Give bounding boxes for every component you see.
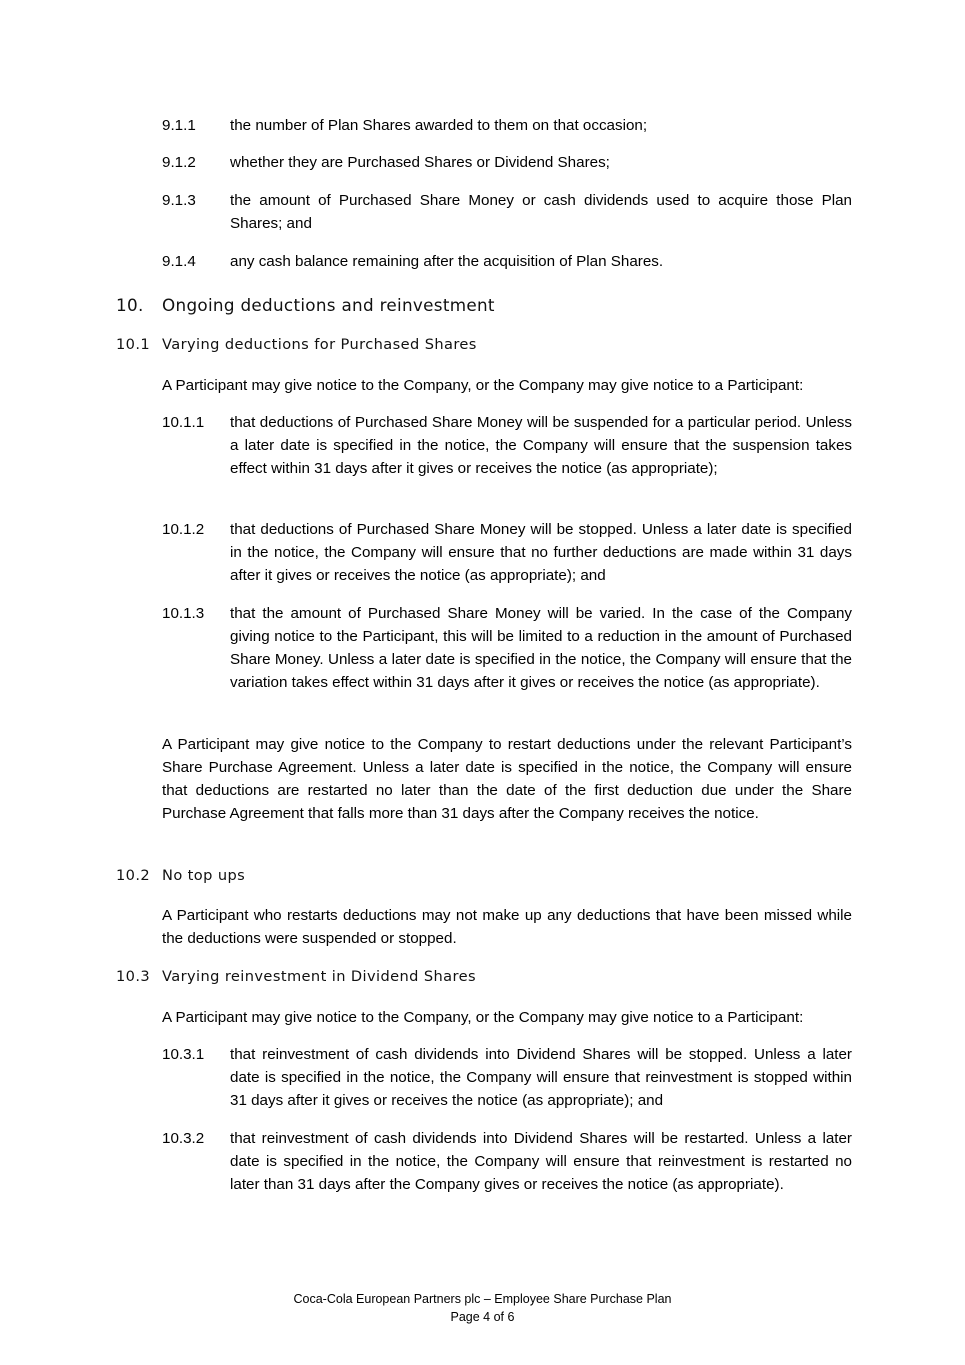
clause-9-1-1 bbox=[162, 114, 852, 137]
paragraph-10-2: A Participant who restarts deductions may not make up any deductions that have been missed while the deductions were suspended or stopped. bbox=[162, 907, 852, 948]
subsection-heading-10-2 bbox=[116, 866, 856, 886]
clause-10-3-2 bbox=[162, 1127, 852, 1196]
clause-number: 9.1.1 bbox=[162, 117, 196, 134]
clause-text: the number of Plan Shares awarded to them on that occasion; bbox=[230, 117, 648, 134]
clause-number: 10.1.2 bbox=[162, 521, 205, 538]
clause-text: that the amount of Purchased Share Money will be varied. In the case of the Company giving notice to the Participant, this will be limited to a reduction in the amount of Purchased Share Money. Unless a later date is specified in the notice, the Company will ensure that the variation takes effect within 31 days after it gives or receives the notice (as appropriate). bbox=[230, 605, 852, 692]
clause-9-1-4 bbox=[162, 250, 852, 273]
clause-text: any cash balance remaining after the acquisition of Plan Shares. bbox=[230, 253, 664, 270]
clause-9-1-3 bbox=[162, 189, 852, 235]
clause-number: 9.1.4 bbox=[162, 253, 196, 270]
clause-10-1-3 bbox=[162, 602, 852, 694]
clause-number: 10.1.1 bbox=[162, 414, 205, 431]
subsection-number: 10.2 bbox=[116, 867, 151, 884]
subsection-number: 10.3 bbox=[116, 968, 151, 985]
subsection-heading-10-1 bbox=[116, 335, 856, 355]
subsection-heading-10-3 bbox=[116, 967, 856, 987]
clause-text: the amount of Purchased Share Money or cash dividends used to acquire those Plan Shares; and bbox=[230, 192, 852, 233]
clause-10-1-1 bbox=[162, 411, 852, 480]
clause-text: that reinvestment of cash dividends into Dividend Shares will be restarted. Unless a later date is specified in the notice, the Company will ensure that reinvestment is restarted no later than 31 days after the Company gives or receives the notice (as appropriate). bbox=[230, 1130, 852, 1194]
clause-number: 10.3.2 bbox=[162, 1130, 205, 1147]
clause-10-3-1 bbox=[162, 1043, 852, 1112]
section-title: Ongoing deductions and reinvestment bbox=[162, 295, 495, 315]
clause-number: 10.3.1 bbox=[162, 1046, 205, 1063]
clause-text: that deductions of Purchased Share Money will be suspended for a particular period. Unless a later date is specified in the notice, the Company will ensure that the suspension takes effect within 31 days after it gives or receives the notice (as appropriate); bbox=[230, 414, 852, 478]
section-heading-10 bbox=[116, 294, 856, 316]
clause-number: 9.1.3 bbox=[162, 192, 196, 209]
intro-paragraph-10-3: A Participant may give notice to the Company, or the Company may give notice to a Participant: bbox=[162, 1009, 804, 1026]
clause-text: that deductions of Purchased Share Money will be stopped. Unless a later date is specified in the notice, the Company will ensure that no further deductions are made within 31 days after it gives or receives the notice (as appropriate); and bbox=[230, 521, 852, 585]
subsection-title: Varying deductions for Purchased Shares bbox=[162, 336, 477, 353]
intro-paragraph-10-1: A Participant may give notice to the Company, or the Company may give notice to a Participant: bbox=[162, 377, 804, 394]
page-footer bbox=[0, 1290, 965, 1326]
subsection-title: No top ups bbox=[162, 867, 246, 884]
footer-document-title: Coca-Cola European Partners plc – Employee Share Purchase Plan bbox=[293, 1292, 672, 1306]
clause-10-1-2 bbox=[162, 518, 852, 587]
subsection-number: 10.1 bbox=[116, 336, 151, 353]
clause-text: whether they are Purchased Shares or Dividend Shares; bbox=[230, 154, 610, 171]
clause-number: 9.1.2 bbox=[162, 154, 196, 171]
section-number: 10. bbox=[116, 295, 144, 315]
clause-text: that reinvestment of cash dividends into Dividend Shares will be stopped. Unless a later date is specified in the notice, the Company will ensure that reinvestment is stopped within 31 days after it gives or receives the notice (as appropriate); and bbox=[230, 1046, 852, 1110]
clause-number: 10.1.3 bbox=[162, 605, 205, 622]
restart-paragraph: A Participant may give notice to the Company to restart deductions under the relevant Participant’s Share Purchase Agreement. Unless a later date is specified in the notice, the Company will ensure that deductions are restarted no later than the date of the first deduction due under the Share Purchase Agreement that falls more than 31 days after the Company receives the notice. bbox=[162, 736, 852, 823]
footer-page-number: Page 4 of 6 bbox=[450, 1310, 515, 1324]
clause-9-1-2 bbox=[162, 151, 852, 174]
subsection-title: Varying reinvestment in Dividend Shares bbox=[162, 968, 476, 985]
